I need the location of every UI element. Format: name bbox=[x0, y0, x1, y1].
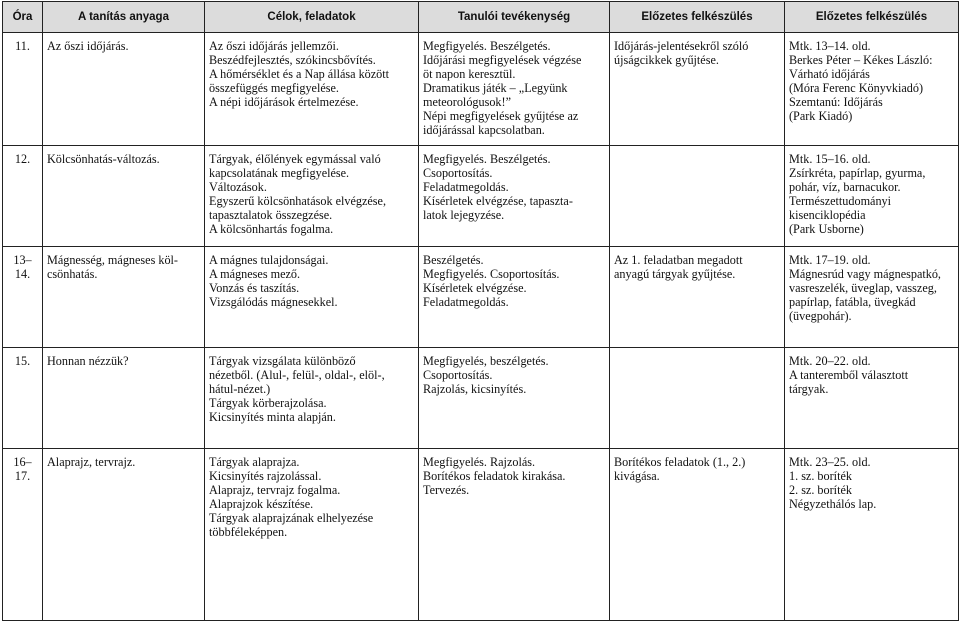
cell-line: Négyzethálós lap. bbox=[789, 497, 877, 511]
cell-line: Rajzolás, kicsinyítés. bbox=[423, 382, 527, 396]
header-lesson-number: Óra bbox=[3, 2, 43, 33]
cell-line: Tárgyak vizsgálata különböző bbox=[209, 354, 356, 368]
cell-line: Kölcsönhatás-változás. bbox=[47, 152, 160, 166]
cell-line: hátul-nézet.) bbox=[209, 382, 271, 396]
activities-cell bbox=[419, 247, 610, 348]
cell-line: Feladatmegoldás. bbox=[423, 180, 509, 194]
materials-cell bbox=[785, 146, 959, 247]
cell-line: újságcikkek gyűjtése. bbox=[614, 53, 719, 67]
cell-line: Mtk. 13–14. old. bbox=[789, 39, 871, 53]
cell-line: Tárgyak alaprajzának elhelyezése bbox=[209, 511, 374, 525]
table-row bbox=[3, 348, 959, 449]
topic-cell bbox=[43, 449, 205, 621]
cell-line: Beszélgetés. bbox=[423, 253, 484, 267]
cell-line: Csoportosítás. bbox=[423, 166, 493, 180]
cell-line: Csoportosítás. bbox=[423, 368, 493, 382]
preparation-cell bbox=[610, 449, 785, 621]
cell-line: anyagú tárgyak gyűjtése. bbox=[614, 267, 736, 281]
cell-line: Megfigyelés. Csoportosítás. bbox=[423, 267, 560, 281]
cell-line: Az 1. feladatban megadott bbox=[614, 253, 743, 267]
cell-line: Tárgyak, élőlények egymással való bbox=[209, 152, 381, 166]
cell-line: Megfigyelés. Beszélgetés. bbox=[423, 152, 551, 166]
preparation-cell bbox=[610, 247, 785, 348]
goals-cell bbox=[205, 247, 419, 348]
cell-line: Népi megfigyelések gyűjtése az bbox=[423, 109, 579, 123]
materials-cell bbox=[785, 33, 959, 146]
table-row bbox=[3, 33, 959, 146]
lesson-number-cell: 11. bbox=[3, 33, 43, 146]
cell-line: Várható időjárás bbox=[789, 67, 870, 81]
cell-line: Természettudományi bbox=[789, 194, 892, 208]
lesson-plan-table bbox=[2, 1, 959, 621]
activities-cell bbox=[419, 33, 610, 146]
topic-cell bbox=[43, 348, 205, 449]
table-row bbox=[3, 247, 959, 348]
cell-line: Megfigyelés. Rajzolás. bbox=[423, 455, 536, 469]
cell-line: A tanteremből választott bbox=[789, 368, 909, 382]
cell-line: nézetből. (Alul-, felül-, oldal-, elöl-, bbox=[209, 368, 385, 382]
cell-line: 1. sz. boríték bbox=[789, 469, 852, 483]
preparation-cell bbox=[610, 33, 785, 146]
cell-line: Feladatmegoldás. bbox=[423, 295, 509, 309]
cell-line: Időjárási megfigyelések végzése bbox=[423, 53, 582, 67]
cell-line: Honnan nézzük? bbox=[47, 354, 129, 368]
cell-line: kivágása. bbox=[614, 469, 660, 483]
cell-line: Beszédfejlesztés, szókincsbővítés. bbox=[209, 53, 376, 67]
cell-line: Berkes Péter – Kékes László: bbox=[789, 53, 933, 67]
cell-line: Az őszi időjárás jellemzői. bbox=[209, 39, 339, 53]
cell-line: papírlap, fatábla, üvegkád bbox=[789, 295, 916, 309]
cell-line: Mtk. 20–22. old. bbox=[789, 354, 871, 368]
cell-line: kisenciklopédia bbox=[789, 208, 866, 222]
cell-line: A mágnes tulajdonságai. bbox=[209, 253, 329, 267]
header-preparation: Előzetes felkészülés bbox=[785, 2, 959, 33]
topic-cell bbox=[43, 247, 205, 348]
lesson-number-cell: 12. bbox=[3, 146, 43, 247]
cell-line: Alaprajz, tervrajz fogalma. bbox=[209, 483, 341, 497]
cell-line: Kísérletek elvégzése. bbox=[423, 281, 527, 295]
cell-line: Megfigyelés. Beszélgetés. bbox=[423, 39, 551, 53]
cell-line: Kicsinyítés minta alapján. bbox=[209, 410, 336, 424]
activities-cell bbox=[419, 348, 610, 449]
materials-cell bbox=[785, 348, 959, 449]
materials-cell bbox=[785, 449, 959, 621]
cell-line: Alaprajzok készítése. bbox=[209, 497, 314, 511]
cell-line: pohár, víz, barnacukor. bbox=[789, 180, 901, 194]
table-row bbox=[3, 146, 959, 247]
cell-line: A kölcsönhartás fogalma. bbox=[209, 222, 334, 236]
cell-line: Kísérletek elvégzése, tapaszta- bbox=[423, 194, 573, 208]
goals-cell bbox=[205, 449, 419, 621]
preparation-cell bbox=[610, 146, 785, 247]
cell-line: Zsírkréta, papírlap, gyurma, bbox=[789, 166, 926, 180]
cell-line: Alaprajz, tervrajz. bbox=[47, 455, 136, 469]
lesson-number-cell: 15. bbox=[3, 348, 43, 449]
table-row bbox=[3, 449, 959, 621]
cell-line: Mágnesség, mágneses köl- bbox=[47, 253, 178, 267]
activities-cell bbox=[419, 146, 610, 247]
cell-line: összefüggés megfigyelése. bbox=[209, 81, 339, 95]
cell-line: Kicsinyítés rajzolással. bbox=[209, 469, 322, 483]
cell-line: A hőmérséklet és a Nap állása között bbox=[209, 67, 390, 81]
cell-line: (Park Usborne) bbox=[789, 222, 864, 236]
cell-line: Vonzás és taszítás. bbox=[209, 281, 300, 295]
cell-line: kapcsolatának megfigyelése. bbox=[209, 166, 350, 180]
cell-line: Változások. bbox=[209, 180, 267, 194]
preparation-cell bbox=[610, 348, 785, 449]
cell-line: Időjárás-jelentésekről szóló bbox=[614, 39, 749, 53]
cell-line: Mtk. 23–25. old. bbox=[789, 455, 871, 469]
goals-cell bbox=[205, 33, 419, 146]
cell-line: latok lejegyzése. bbox=[423, 208, 505, 222]
cell-line: meteorológusok!” bbox=[423, 95, 511, 109]
cell-line: A népi időjárások értelmezése. bbox=[209, 95, 359, 109]
lesson-number-cell: 13–14. bbox=[3, 247, 43, 348]
header-preparation: Előzetes felkészülés bbox=[610, 2, 785, 33]
cell-line: öt napon keresztül. bbox=[423, 67, 516, 81]
cell-line: Az őszi időjárás. bbox=[47, 39, 129, 53]
cell-line: Dramatikus játék – „Legyünk bbox=[423, 81, 568, 95]
cell-line: A mágneses mező. bbox=[209, 267, 301, 281]
cell-line: Tárgyak körberajzolása. bbox=[209, 396, 327, 410]
topic-cell bbox=[43, 33, 205, 146]
header-row bbox=[3, 2, 959, 33]
cell-line: Egyszerű kölcsönhatások elvégzése, bbox=[209, 194, 386, 208]
cell-line: (Park Kiadó) bbox=[789, 109, 853, 123]
cell-line: Tervezés. bbox=[423, 483, 470, 497]
topic-cell bbox=[43, 146, 205, 247]
cell-line: Borítékos feladatok kirakása. bbox=[423, 469, 566, 483]
lesson-number-cell: 16–17. bbox=[3, 449, 43, 621]
cell-line: tapasztalatok összegzése. bbox=[209, 208, 333, 222]
header-activities: Tanulói tevékenység bbox=[419, 2, 610, 33]
activities-cell bbox=[419, 449, 610, 621]
cell-line: Szemtanú: Időjárás bbox=[789, 95, 883, 109]
cell-line: tárgyak. bbox=[789, 382, 829, 396]
cell-line: Vizsgálódás mágnesekkel. bbox=[209, 295, 338, 309]
materials-cell bbox=[785, 247, 959, 348]
goals-cell bbox=[205, 146, 419, 247]
cell-line: Borítékos feladatok (1., 2.) bbox=[614, 455, 746, 469]
cell-line: időjárással kapcsolatban. bbox=[423, 123, 545, 137]
header-goals: Célok, feladatok bbox=[205, 2, 419, 33]
cell-line: Megfigyelés, beszélgetés. bbox=[423, 354, 549, 368]
goals-cell bbox=[205, 348, 419, 449]
cell-line: (Móra Ferenc Könyvkiadó) bbox=[789, 81, 924, 95]
header-topic: A tanítás anyaga bbox=[43, 2, 205, 33]
cell-line: Mtk. 15–16. old. bbox=[789, 152, 871, 166]
cell-line: 2. sz. boríték bbox=[789, 483, 852, 497]
cell-line: csönhatás. bbox=[47, 267, 98, 281]
cell-line: (üvegpohár). bbox=[789, 309, 852, 323]
cell-line: Tárgyak alaprajza. bbox=[209, 455, 300, 469]
cell-line: többféleképpen. bbox=[209, 525, 288, 539]
cell-line: Mtk. 17–19. old. bbox=[789, 253, 871, 267]
cell-line: Mágnesrúd vagy mágnespatkó, bbox=[789, 267, 941, 281]
cell-line: vasreszelék, üveglap, vasszeg, bbox=[789, 281, 937, 295]
